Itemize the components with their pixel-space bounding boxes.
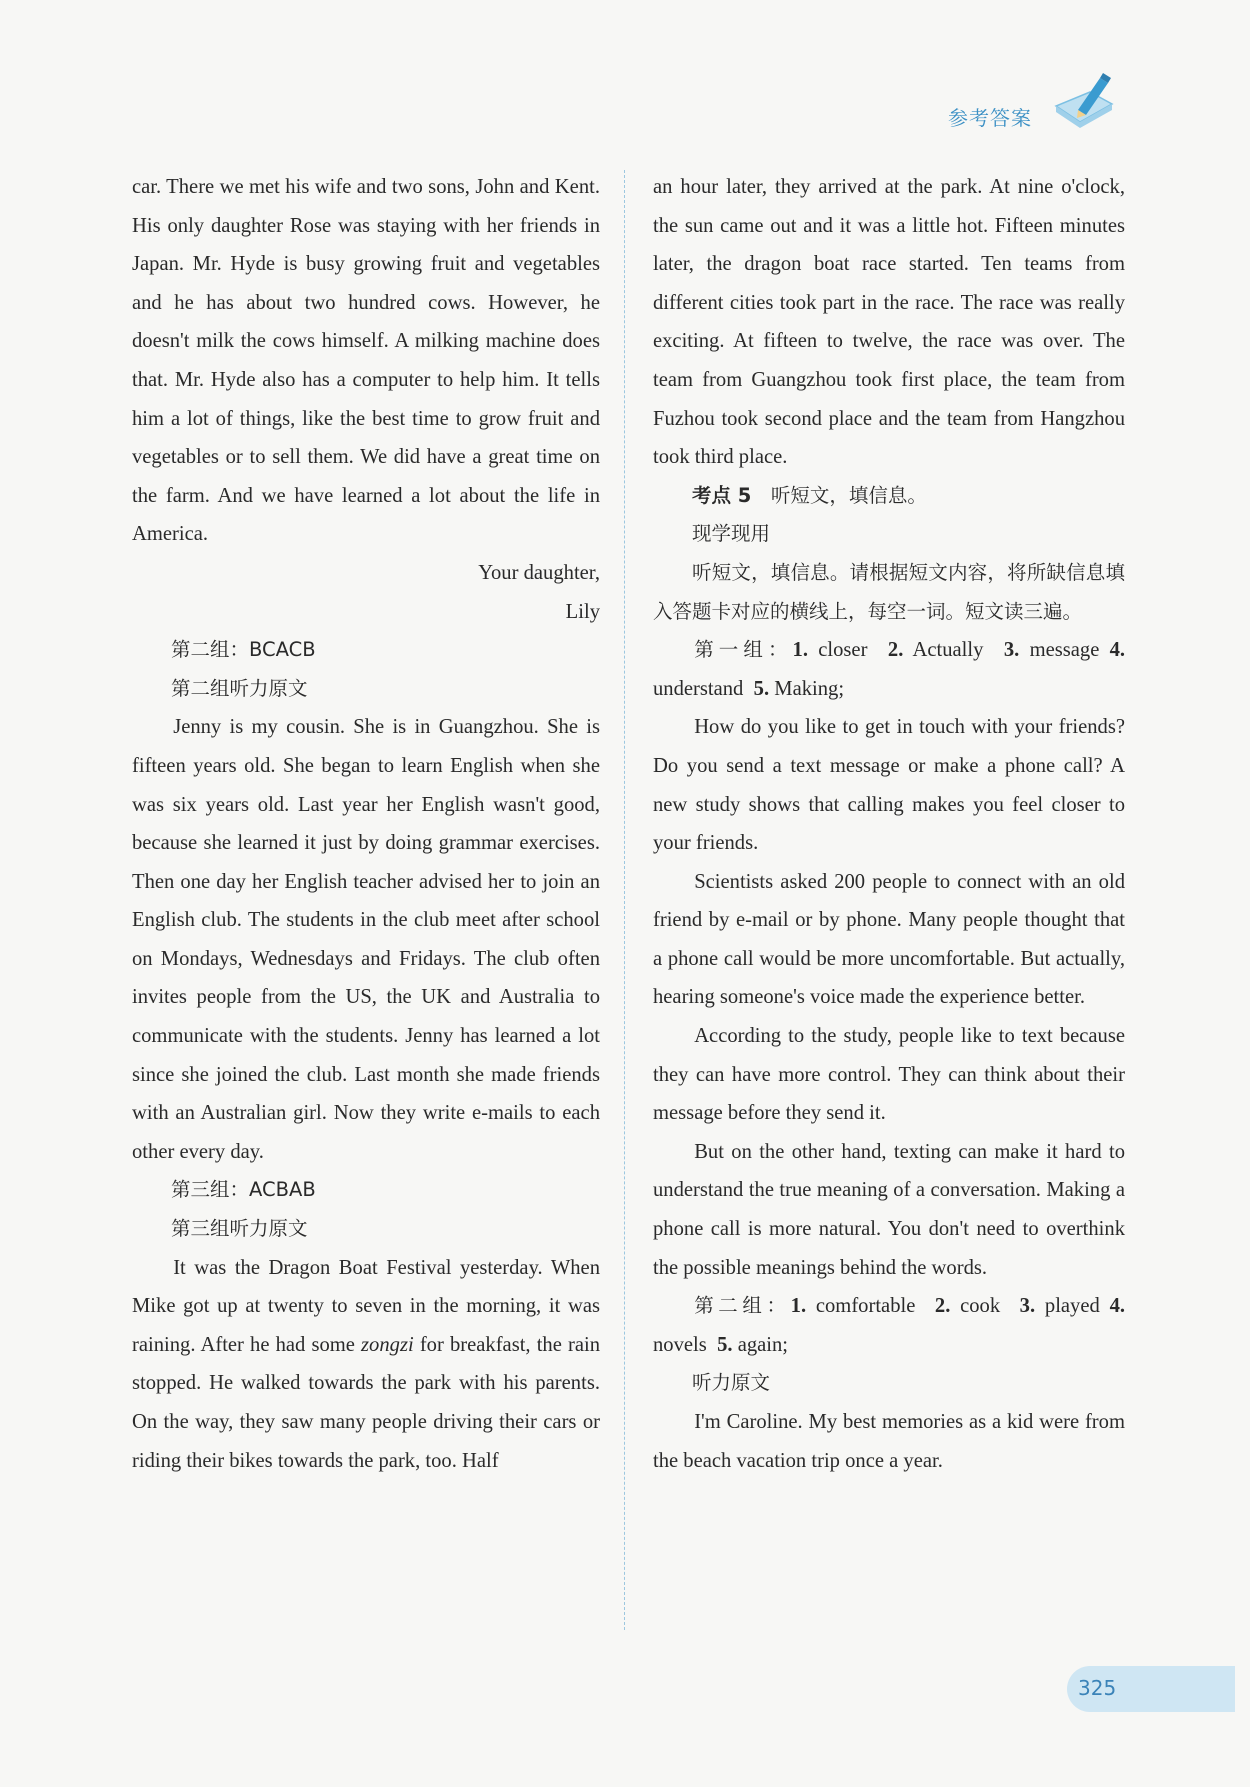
instruction-text: 听短文，填信息。请根据短文内容，将所缺信息填入答题卡对应的横线上，每空一词。短文读三遍。: [653, 560, 1125, 623]
group2-answer: 第二组：BCACB: [171, 638, 316, 662]
group3-transcript: [132, 1249, 600, 1481]
answer-number: 2.: [934, 1295, 951, 1318]
answer-number: 3.: [1019, 1295, 1036, 1318]
right-column: [653, 168, 1125, 1480]
xianxue-heading: 现学现用: [692, 522, 771, 546]
answer-word: played: [1044, 1295, 1100, 1318]
kaodian-label: 考点 5: [692, 483, 752, 507]
left-column: [132, 168, 600, 1480]
answer-word: Making;: [774, 677, 845, 700]
group1-paragraph: But on the other hand, texting can make it hard to understand the true meaning of a conversation. Making a phone call is more natural. You don't need to overthink the possible meanings behind the words.: [653, 1140, 1125, 1279]
header-label: 参考答案: [948, 106, 1032, 130]
answer-word: understand: [653, 677, 744, 700]
zongzi-word: zongzi: [361, 1333, 414, 1356]
group2-title: 第二组听力原文: [171, 676, 308, 700]
group2-transcript: Jenny is my cousin. She is in Guangzhou. She is fifteen years old. She began to learn English when she was six years old. Last year her English wasn't good, because she learned it just by doing grammar exercises. Then one day her English teacher advised her to join an English club. The students in the club meet after school on Mondays, Wednesdays and Fridays. The club often invites people from the US, the UK and Australia to communicate with the students. Jenny has learned a lot since she joined the club. Last month she made friends with an Australian girl. Now they write e-mails to each other every day.: [132, 716, 600, 1163]
answer-number: 4.: [1109, 1295, 1126, 1318]
group1-paragraph: How do you like to get in touch with your friends? Do you send a text message or make a phone call? A new study shows that calling makes you feel closer to your friends.: [653, 716, 1125, 855]
page-number: 325: [1078, 1676, 1117, 1700]
kaodian-text: 听短文，填信息。: [770, 483, 927, 507]
answer-number: 3.: [1003, 639, 1020, 662]
caroline-paragraph: I'm Caroline. My best memories as a kid were from the beach vacation trip once a year.: [653, 1411, 1125, 1472]
answer-number: 5.: [717, 1333, 733, 1356]
transcript-title: 听力原文: [692, 1371, 771, 1395]
answer-word: again;: [737, 1333, 789, 1356]
pencil-book-icon: [1050, 70, 1120, 132]
kaodian-heading: [653, 477, 1125, 516]
race-paragraph: an hour later, they arrived at the park. At nine o'clock, the sun came out and it was a little hot. Fifteen minutes later, the dragon boat race started. Ten teams from different cities took part in the race. The race was really exciting. At fifteen to twelve, the race was over. The team from Guangzhou took first place, the team from Fuzhou took second place and the team from Hangzhou took third place.: [653, 176, 1125, 469]
group3-text-b: for breakfast, the rain stopped. He walked towards the park with his parents. On the way, they saw many people driving their cars or riding their bikes towards the park, too. Half: [132, 1333, 600, 1472]
group3-answer: 第三组：ACBAB: [171, 1178, 316, 1202]
answer-number: 4.: [1109, 639, 1126, 662]
answer-word: comfortable: [815, 1295, 916, 1318]
answer-word: Actually: [912, 639, 984, 662]
answer-word: cook: [960, 1295, 1001, 1318]
answer-number: 5.: [753, 677, 770, 700]
group1-answers: [653, 631, 1125, 708]
group2-prefix: 第二组：: [694, 1294, 791, 1318]
group1-prefix: 第一组：: [694, 638, 793, 662]
letter-paragraph: car. There we met his wife and two sons, John and Kent. His only daughter Rose was staying with her friends in Japan. Mr. Hyde is busy growing fruit and vegetables and he has about two hundred cows. However, he doesn't milk the cows himself. A milking machine does that. Mr. Hyde also has a computer to help him. It tells him a lot of things, like the best time to grow fruit and vegetables or to sell them. We did have a great time on the farm. And we have learned a lot about the life in America.: [132, 176, 600, 546]
group1-paragraph: Scientists asked 200 people to connect with an old friend by e-mail or by phone. Many people thought that a phone call would be more uncomfortable. But actually, hearing someone's voice made the experience better.: [653, 870, 1125, 1009]
group3-text-a: It was the Dragon Boat Festival yesterday. When Mike got up at twenty to seven in the morning, it was raining. After he had some: [132, 1256, 600, 1356]
answer-number: 1.: [792, 639, 808, 662]
answer-number: 2.: [887, 639, 904, 662]
answer-number: 1.: [790, 1295, 807, 1318]
column-divider: [624, 170, 625, 1630]
answer-word: message: [1029, 639, 1100, 662]
group2-answers: [653, 1287, 1125, 1364]
letter-signoff: Your daughter,: [478, 561, 600, 584]
answer-word: novels: [653, 1333, 707, 1356]
group1-paragraph: According to the study, people like to text because they can have more control. They can think about their message before they send it.: [653, 1025, 1125, 1125]
group3-title: 第三组听力原文: [171, 1217, 308, 1241]
letter-signature: Lily: [565, 600, 600, 623]
answer-word: closer: [818, 639, 868, 662]
